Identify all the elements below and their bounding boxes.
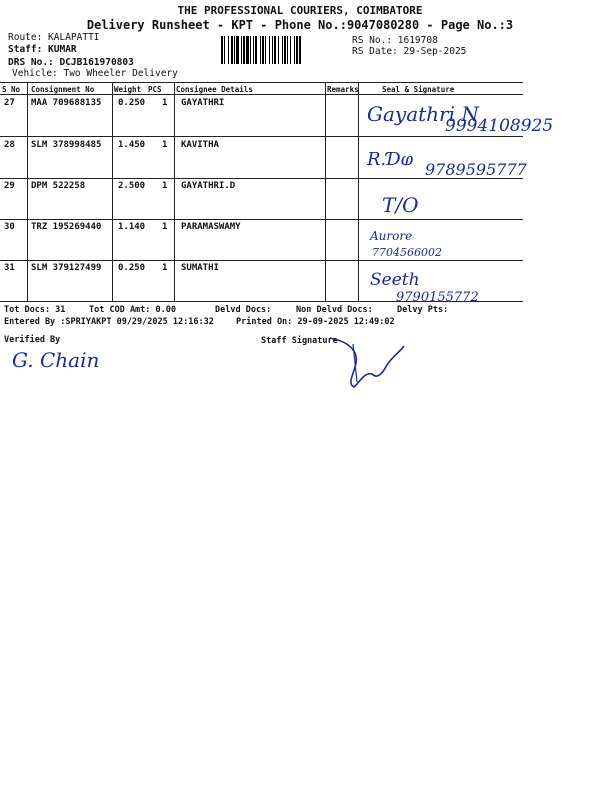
- barcode-image: [221, 36, 349, 64]
- verifier-signature: [10, 345, 100, 375]
- header-remarks: Remarks: [327, 85, 359, 94]
- row-pcs: 1: [162, 140, 168, 150]
- handwritten-signature: [368, 265, 518, 305]
- svg-text:Aurore: Aurore: [370, 229, 413, 243]
- svg-text:Gayathri N: Gayathri N: [367, 102, 479, 126]
- total-cod-amount: Tot COD Amt: 0.00: [89, 305, 176, 315]
- header-weight: Weight: [114, 85, 142, 94]
- vehicle-label: Vehicle: Two Wheeler Delivery: [12, 68, 178, 79]
- svg-text:R.Ɗⱷ: R.Ɗⱷ: [367, 149, 414, 170]
- header-pcs: PCS: [148, 85, 162, 94]
- row-consignee: KAVITHA: [181, 140, 219, 150]
- row-pcs: 1: [162, 222, 168, 232]
- route-label: Route: KALAPATTI: [8, 32, 100, 43]
- row-pcs: 1: [162, 98, 168, 108]
- column-divider: [174, 82, 175, 301]
- staff-signature-label: Staff Signature: [261, 336, 338, 346]
- column-divider: [27, 82, 28, 301]
- column-divider: [112, 82, 113, 301]
- svg-text:T/O: T/O: [382, 193, 419, 217]
- printed-on: Printed On: 29-09-2025 12:49:02: [236, 317, 395, 327]
- row-weight: 2.500: [118, 181, 146, 191]
- svg-text:G. Chain: G. Chain: [12, 348, 100, 372]
- row-weight: 1.450: [118, 140, 146, 150]
- verified-by-label: Verified By: [4, 335, 61, 345]
- rs-number: RS No.: 1619708: [352, 35, 438, 46]
- svg-text:9789595777: 9789595777: [425, 160, 527, 179]
- rs-date: RS Date: 29-Sep-2025: [352, 46, 467, 57]
- delivery-points: Delvy Pts:: [397, 305, 449, 315]
- handwritten-signature: [380, 190, 460, 220]
- header-seal-signature: Seal & Signature: [382, 85, 455, 94]
- entered-by: Entered By :SPRIYAKPT 09/29/2025 12:16:32: [4, 317, 214, 327]
- row-consignment: TRZ 195269440: [31, 222, 102, 232]
- row-consignee: GAYATHRI: [181, 98, 225, 108]
- header-consignment: Consignment No: [31, 85, 95, 94]
- staff-signature-mark: [320, 332, 410, 392]
- row-consignment: SLM 378998485: [31, 140, 102, 150]
- header-bottom-border: [0, 94, 523, 95]
- row-pcs: 1: [162, 263, 168, 273]
- column-divider: [325, 82, 326, 301]
- drs-label: DRS No.: DCJB161970803: [8, 57, 134, 68]
- handwritten-signature: [368, 224, 508, 262]
- table-top-border: [0, 82, 523, 83]
- row-weight: 0.250: [118, 98, 146, 108]
- row-sno: 29: [4, 181, 15, 191]
- row-weight: 0.250: [118, 263, 146, 273]
- handwritten-signature: [365, 143, 565, 183]
- row-consignee: SUMATHI: [181, 263, 219, 273]
- header-consignee: Consignee Details: [176, 85, 253, 94]
- row-pcs: 1: [162, 181, 168, 191]
- delivered-docs: Delvd Docs:: [215, 305, 272, 315]
- handwritten-signature: [365, 97, 565, 137]
- svg-text:9994108925: 9994108925: [445, 116, 554, 136]
- row-weight: 1.140: [118, 222, 146, 232]
- row-consignment: DPM 522258: [31, 181, 86, 191]
- staff-label: Staff: KUMAR: [8, 44, 77, 55]
- row-consignment: MAA 709688135: [31, 98, 102, 108]
- svg-text:Seeth: Seeth: [370, 270, 420, 290]
- total-docs: Tot Docs: 31: [4, 305, 66, 315]
- svg-text:7704566002: 7704566002: [372, 246, 442, 259]
- row-sno: 30: [4, 222, 15, 232]
- company-title: THE PROFESSIONAL COURIERS, COIMBATORE: [177, 4, 423, 17]
- row-sno: 28: [4, 140, 15, 150]
- header-sno: S No: [2, 85, 21, 94]
- svg-text:9790155772: 9790155772: [396, 290, 479, 305]
- non-delivered-docs: Non Delvd Docs:: [296, 305, 373, 315]
- runsheet-subtitle: Delivery Runsheet - KPT - Phone No.:9047080280 - Page No.:3: [86, 18, 514, 32]
- column-divider: [358, 82, 359, 301]
- row-sno: 31: [4, 263, 15, 273]
- row-consignment: SLM 379127499: [31, 263, 102, 273]
- row-consignee: PARAMASWAMY: [181, 222, 241, 232]
- row-consignee: GAYATHRI.D: [181, 181, 236, 191]
- row-sno: 27: [4, 98, 15, 108]
